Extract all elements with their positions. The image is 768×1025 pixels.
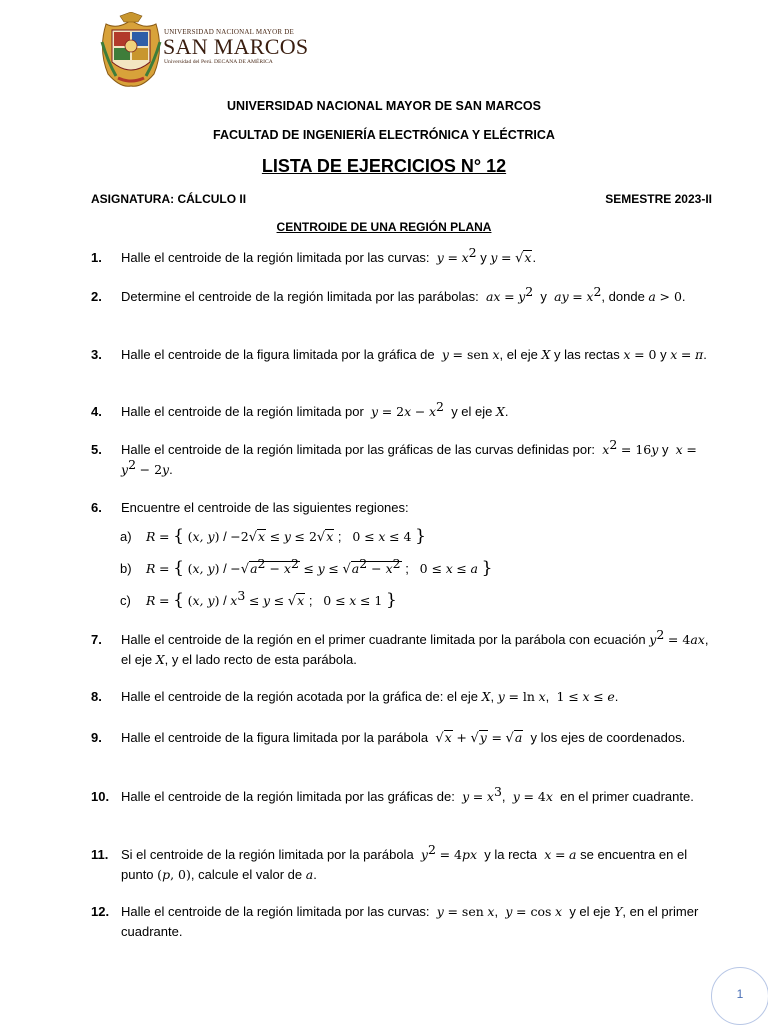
exercise-text: Si el centroide de la región limitada por la parábola $y^2 = 4px$ y la recta x = a se encuentra en el punto (p, 0), calcule el valor de a. [121, 842, 688, 882]
page-title [0, 156, 768, 177]
exercise-number: 8. [91, 689, 102, 704]
exercise-number: 11. [91, 847, 109, 862]
sub-label: b) [120, 561, 132, 576]
logo-subtitle: Universidad del Perú. DECANA DE AMÉRICA [164, 59, 273, 65]
logo-top-line: UNIVERSIDAD NACIONAL MAYOR DE [164, 28, 294, 36]
exercise-6b: b) R = { (x, $y) / -√a^2 - x^2 \le y \le √a^2 - x^2$ ; 0 ≤ x ≤ a } [120, 556, 493, 578]
exercise-text: Halle el centroide de la región limitada por $y = 2x - x^2$ y el eje X. [121, 399, 509, 419]
exercise-number: 7. [91, 632, 102, 647]
university-heading: UNIVERSIDAD NACIONAL MAYOR DE SAN MARCOS [227, 99, 541, 113]
exercise-6 [91, 498, 711, 518]
exercise-1 [91, 245, 711, 269]
exercise-9 [91, 728, 711, 749]
exercise-2 [91, 284, 711, 307]
subject-label: ASIGNATURA: CÁLCULO II [91, 192, 247, 206]
exercise-3 [91, 345, 711, 365]
exercise-number: 10. [91, 789, 110, 804]
faculty-heading: FACULTAD DE INGENIERÍA ELECTRÓNICA Y ELÉCTRICA [213, 128, 555, 142]
section-heading [0, 220, 768, 234]
exercise-text: Halle el centroide de la figura limitada por la parábola √x + √y = √a y los ejes de coordenados. [121, 730, 686, 746]
exercise-11 [91, 842, 711, 885]
sub-label: a) [120, 529, 132, 544]
exercise-10 [91, 784, 711, 807]
exercise-text: Determine el centroide de la región limitada por las parábolas: ax = $y^2$ y ay = $x^2$, donde a > 0. [121, 284, 686, 304]
exercise-number: 6. [91, 500, 102, 515]
university-seal-icon [98, 12, 164, 88]
exercise-text: Halle el centroide de la región limitada por las curvas: y = sen x, y = cos x y el eje Y, en el primer cuadrante. [121, 904, 699, 939]
exercise-6a: a) R = { (x, y) / −2√x ≤ y ≤ 2√x ; 0 ≤ x ≤ 4 } [120, 526, 426, 546]
exercise-number: 3. [91, 347, 102, 362]
exercise-text: Halle el centroide de la región limitada por las curvas: $y = x^2$ y y = √x. [121, 245, 537, 266]
exercise-12 [91, 902, 711, 942]
exercise-number: 4. [91, 404, 102, 419]
semester-label: SEMESTRE 2023-II [605, 192, 712, 206]
page-number: 1 [736, 987, 744, 1001]
exercise-7 [91, 627, 711, 670]
exercise-5 [91, 437, 711, 480]
exercise-text: Halle el centroide de la figura limitada por la gráfica de y = sen x, el eje X y las rectas x = 0 y x = π. [121, 347, 707, 362]
logo-name: SAN MARCOS [163, 34, 309, 59]
university-logo [98, 12, 309, 88]
exercise-text: Encuentre el centroide de las siguientes regiones: [121, 500, 409, 515]
exercise-text: Halle el centroide de la región limitada por las gráficas de las curvas definidas por: $x^2 = 16y$ y $x = y^2 - 2y$. [121, 437, 697, 477]
exercise-number: 9. [91, 730, 102, 745]
exercise-number: 12. [91, 904, 110, 919]
sub-label: c) [120, 593, 131, 608]
page-number-badge [711, 967, 768, 1025]
exercise-4 [91, 399, 711, 422]
exercise-8 [91, 687, 711, 707]
exercise-number: 1. [91, 250, 102, 265]
section-heading-text: CENTROIDE DE UNA REGIÓN PLANA [276, 220, 492, 234]
exercise-number: 2. [91, 289, 102, 304]
page-title-text: LISTA DE EJERCICIOS N° 12 [261, 156, 507, 176]
exercise-text: Halle el centroide de la región en el primer cuadrante limitada por la parábola con ecuación $y^2 = 4ax$, el eje X, y el lado recto de esta parábola. [121, 627, 709, 667]
exercise-text: Halle el centroide de la región acotada por la gráfica de: el eje X, y = ln x, 1 ≤ x ≤ e. [121, 689, 619, 704]
exercise-text: Halle el centroide de la región limitada por las gráficas de: $y = x^3$, y = 4x en el primer cuadrante. [121, 784, 694, 804]
exercise-6c: c) R = { (x, $y) / x^3 \le y \le √x$ ; 0 ≤ x ≤ 1 } [120, 588, 397, 610]
exercise-number: 5. [91, 442, 102, 457]
